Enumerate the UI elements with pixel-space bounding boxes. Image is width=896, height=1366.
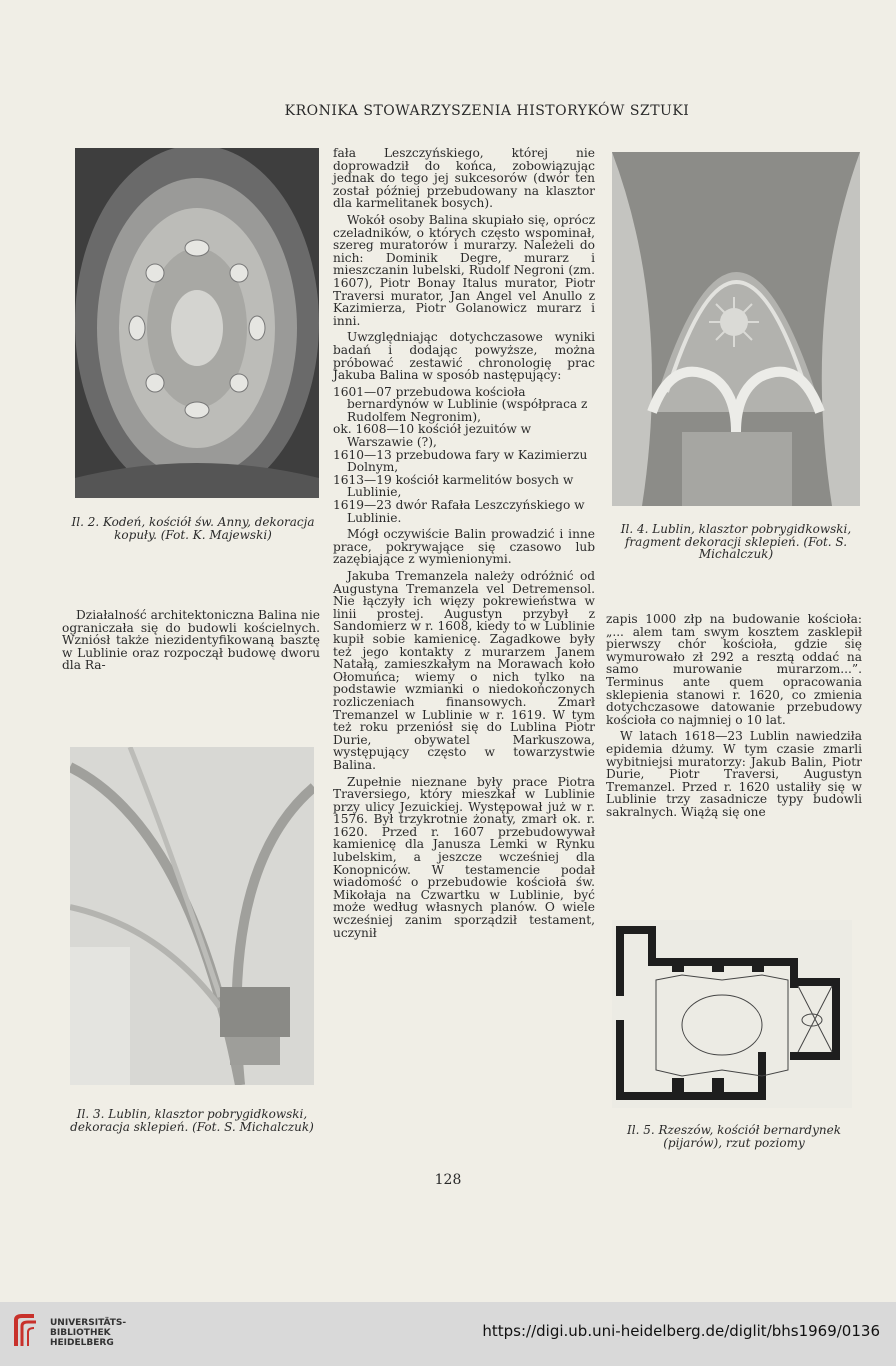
figure-3-caption: Il. 3. Lublin, klasztor pobrygidkowski, dekoracja sklepień. (Fot. S. Michalczuk)	[70, 1107, 314, 1134]
paragraph: W latach 1618—23 Lublin nawiedziła epidemia dżumy. W tym czasie zmarli wybitniejsi muratorzy: Jakub Balin, Piotr Durie, Piotr Traversi, Augustyn Tremanzel. Przed r. 1620 ustaliły się w Lublinie trzy zasadnicze typy budowli sakralnych. Wiążą się one	[606, 729, 862, 819]
chronology-item: ok. 1608—10 kościół jezuitów w Warszawie (?),	[333, 422, 532, 450]
paragraph: Zupełnie nieznane były prace Piotra Traversiego, który mieszkał w Lublinie przy ulicy Jezuickiej. Występował już w r. 1576. Był trzykrotnie żonaty, zmarł ok. r. 1620. Przed r. 1607 przebudowywał kamienicę dla Janusza Lemki w Rynku lubelskim, a jeszcze wcześniej dla Konopniców. W testamencie podał wiadomość o przebudowie kościoła św. Mikołaja na Czwartku w Lublinie, być może według własnych planów. O wiele wcześniej zanim sporządził testament, uczynił	[333, 774, 595, 940]
chronology-item: 1619—23 dwór Rafała Leszczyńskiego w Lublinie.	[333, 498, 585, 525]
figure-3-vault-photo	[70, 747, 314, 1085]
paragraph: Wokół osoby Balina skupiało się, oprócz czeladników, o których często wspominał, szereg muratorów i murarzy. Należeli do nich: Dominik Degre, murarz i mieszczanin lubelski, Rudolf Negroni (zm. 1607), Piotr Bonay Italus murator, Piotr Traversi murator, Jan Angel vel Anullo z Kazimierza, Piotr Golanowicz murarz i inni.	[333, 212, 595, 328]
chronology-item: 1613—19 kościół karmelitów bosych w Lublinie,	[333, 472, 574, 500]
figure-4-caption: Il. 4. Lublin, klasztor pobrygidkowski, fragment dekoracji sklepień. (Fot. S. Michalczuk)	[620, 522, 852, 562]
permalink-url[interactable]: https://digi.ub.uni-heidelberg.de/diglit/bhs1969/0136	[482, 1322, 880, 1340]
middle-column	[333, 147, 595, 943]
library-name: UNIVERSITÄTS- BIBLIOTHEK HEIDELBERG	[50, 1318, 127, 1348]
paragraph: Uwzględniając dotychczasowe wyniki badań i dodając powyższe, można próbować zestawić chronologię prac Jakuba Balina w sposób następujący:	[333, 330, 595, 383]
chronology-item: 1610—13 przebudowa fary w Kazimierzu Dolnym,	[333, 447, 588, 475]
figure-5-caption: Il. 5. Rzeszów, kościół bernardynek (pijarów), rzut poziomy	[627, 1123, 841, 1150]
running-header: KRONIKA STOWARZYSZENIA HISTORYKÓW SZTUKI	[284, 103, 690, 119]
page-number: 128	[434, 1172, 462, 1188]
figure-2-dome-photo	[75, 148, 319, 498]
paragraph: fała Leszczyńskiego, której nie doprowadził do końca, zobowiązując jednak do tego jej sukcesorów (dwór ten został później przebudowany na klasztor dla karmelitanek bosych).	[333, 146, 595, 211]
paragraph: zapis 1000 złp na budowanie kościoła: „... alem tam swym kosztem zasklepił pierwszy chór kościoła, gdzie się wymurowało zł 292 a resztą oddać na samo murowanie murarzom...”. Terminus ante quem opracowania sklepienia stanowi r. 1620, co zmienia dotychczasowe datowanie przebudowy kościoła co najmniej o 10 lat.	[606, 612, 862, 727]
paragraph: Działalność architektoniczna Balina nie ograniczała się do budowli kościelnych. Wzniósł także niezidentyfikowaną basztę w Lublinie oraz rozpoczął budowę dworu dla Ra-	[62, 608, 320, 673]
figure-2-caption: Il. 2. Kodeń, kościół św. Anny, dekoracja kopuły. (Fot. K. Majewski)	[71, 515, 315, 542]
figure-5-floor-plan	[612, 920, 852, 1108]
chronology-item: 1601—07 przebudowa kościoła bernardynów w Lublinie (współpraca z Rudolfem Negronim),	[333, 384, 588, 424]
figure-4-vault-fragment-photo	[612, 152, 860, 506]
left-column	[62, 609, 320, 676]
right-column	[606, 613, 862, 823]
paragraph: Jakuba Tremanzela należy odróżnić od Augustyna Tremanzela vel Detremensol. Nie łączyły ich więzy pokrewieństwa w linii prostej. Augustyn przybył z Sandomierz w r. 1608, kiedy to w Lublinie kupił sobie kamienicę. Zagadkowe były też jego kontakty z murarzem Janem Natałą, zamieszkałym na Morawach koło Ołomuńca; wiemy o nich tylko na podstawie wzmianki o niedokończonych rozliczeniach finansowych. Zmarł Tremanzel w Lublinie w r. 1619. W tym też roku przeniósł się do Lublina Piotr Durie, obywatel Markuszowa, występujący często w towarzystwie Balina.	[333, 569, 595, 772]
paragraph: Mógł oczywiście Balin prowadzić i inne prace, pokrywające się czasowo lub zazębiające z wymienionymi.	[333, 527, 595, 567]
viewer-footer	[0, 1302, 896, 1366]
library-logo-icon	[12, 1312, 40, 1350]
